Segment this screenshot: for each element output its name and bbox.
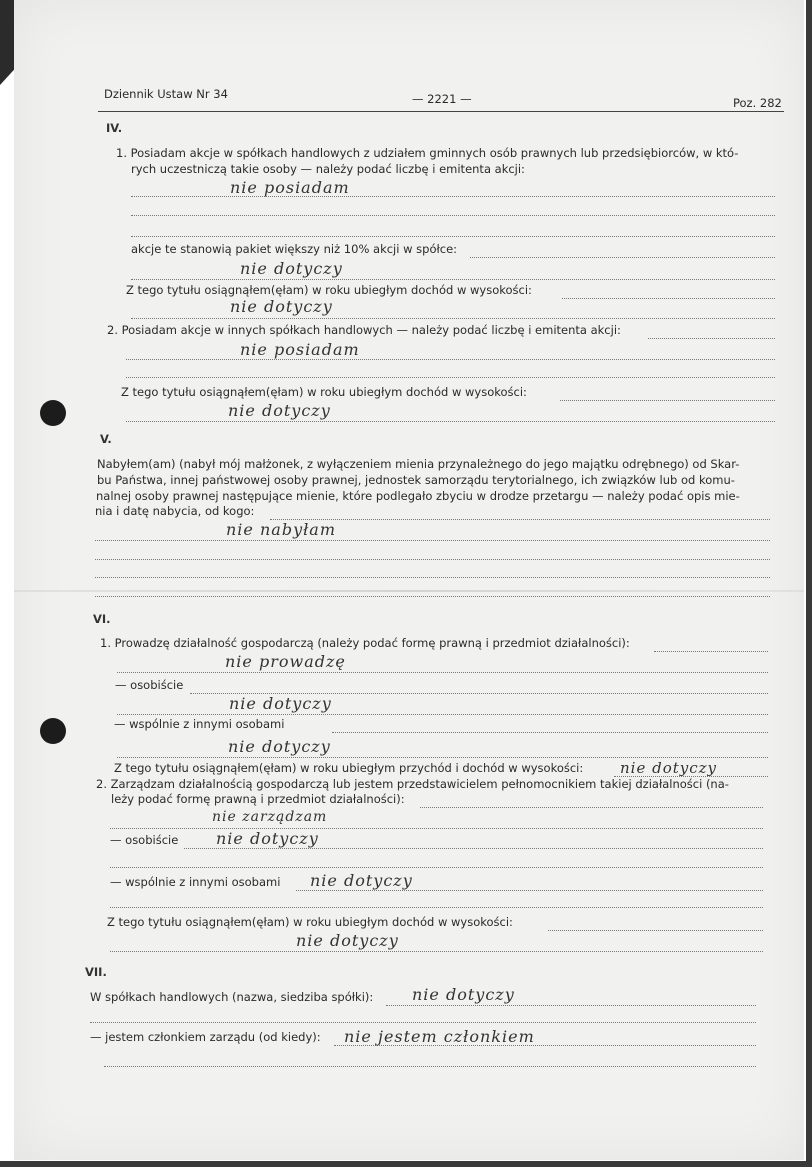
iv-pakiet-label-line (470, 257, 775, 258)
vi-q1-label: 1. Prowadzę działalność gospodarczą (należy podać formę prawną i przedmiot działalności): (100, 636, 630, 650)
iv-q2-label-line (648, 338, 775, 339)
section-vii-title: VII. (85, 965, 107, 979)
iv-q1-line1: 1. Posiadam akcje w spółkach handlowych z udziałem gminnych osób prawnych lub przedsiębiorców, w któ- (116, 146, 739, 160)
vi-wspolnie-label: — wspólnie z innymi osobami (114, 717, 285, 731)
vi-q1-label-line (654, 651, 768, 652)
vii-spolki-answer: nie dotyczy (412, 985, 515, 1004)
v-line1: Nabyłem(am) (nabył mój małżonek, z wyłączeniem mienia przynależnego do jego majątku odrębnego) od Skar- (97, 457, 740, 471)
section-v-title: V. (100, 432, 112, 446)
vi-wspolnie2-blank-line (110, 907, 763, 908)
scan-edge-right (806, 0, 812, 1167)
v-blank-line-2 (95, 577, 770, 578)
iv-q2-blank-line (126, 377, 775, 378)
iv-dochod2-answer-line (126, 421, 775, 422)
v-line2: bu Państwa, innej państwowej osoby prawnej, jednostek samorządu terytorialnego, ich związków lub od komu- (97, 473, 735, 487)
iv-pakiet-answer-line (131, 279, 775, 280)
vi-osobiscie-label: — osobiście (115, 678, 184, 692)
page-number: — 2221 — (412, 92, 472, 106)
punch-hole-top (40, 400, 66, 426)
vi-dochod-answer: nie dotyczy (296, 931, 399, 950)
v-label-line (270, 519, 770, 520)
vi-osobiscie-answer-line (117, 714, 768, 715)
iv-dochod2-label: Z tego tytułu osiągnąłem(ęłam) w roku ubiegłym dochód w wysokości: (121, 385, 527, 399)
v-answer: nie nabyłam (226, 520, 336, 539)
punch-hole-bottom (40, 718, 66, 744)
vii-zarzad-answer: nie jestem członkiem (344, 1027, 535, 1046)
scan-edge-bottom (0, 1161, 812, 1167)
iv-q2-answer: nie posiadam (240, 340, 360, 359)
v-answer-line (95, 540, 770, 541)
iv-q1-blank-line-2 (131, 236, 775, 237)
iv-pakiet-answer: nie dotyczy (240, 259, 343, 278)
vii-zarzad-label: — jestem członkiem zarządu (od kiedy): (90, 1030, 321, 1044)
vi-przychod-answer: nie dotyczy (620, 759, 718, 777)
iv-q1-blank-line-1 (131, 215, 775, 216)
vi-q2-label-line (420, 807, 763, 808)
vi-wspolnie2-label-line (296, 890, 763, 891)
vii-zarzad-blank-line (104, 1066, 756, 1067)
iv-q2-label: 2. Posiadam akcje w innych spółkach handlowych — należy podać liczbę i emitenta akcji: (107, 323, 621, 337)
vi-wspolnie-answer: nie dotyczy (228, 737, 331, 756)
vi-q1-answer-line (117, 672, 768, 673)
vi-q2-answer: nie zarządzam (212, 809, 328, 825)
v-line3: nalnej osoby prawnej następujące mienie, które podlegało zbyciu w drodze przetargu — należy podać opis mie- (96, 489, 740, 503)
vi-q2-line1: 2. Zarządzam działalnością gospodarczą lub jestem przedstawicielem pełnomocnikiem takiej działalności (na- (96, 777, 729, 791)
vi-wspolnie-label-line (332, 732, 768, 733)
vii-spolki-label-line (386, 1005, 756, 1006)
vi-dochod-label: Z tego tytułu osiągnąłem(ęłam) w roku ubiegłym dochód w wysokości: (107, 915, 513, 929)
iv-q1-line2: rych uczestniczą takie osoby — należy podać liczbę i emitenta akcji: (131, 162, 525, 176)
vi-wspolnie-answer-line (117, 757, 768, 758)
iv-q1-answer: nie posiadam (230, 178, 350, 197)
vii-spolki-blank-line (90, 1022, 756, 1023)
vi-q1-answer: nie prowadzę (225, 652, 346, 671)
iv-dochod1-answer: nie dotyczy (230, 297, 333, 316)
vi-dochod-label-line (548, 930, 763, 931)
v-blank-line-3 (95, 596, 770, 597)
iv-dochod1-label: Z tego tytułu osiągnąłem(ęłam) w roku ubiegłym dochód w wysokości: (126, 283, 532, 297)
page-fold (14, 590, 804, 592)
iv-dochod1-label-line (562, 298, 775, 299)
iv-dochod1-answer-line (131, 318, 775, 319)
vi-przychod-label: Z tego tytułu osiągnąłem(ęłam) w roku ubiegłym przychód i dochód w wysokości: (114, 761, 584, 775)
iv-q2-answer-line (126, 359, 775, 360)
vi-osobiscie2-blank-line (110, 867, 763, 868)
iv-dochod2-label-line (560, 400, 775, 401)
vi-osobiscie2-answer: nie dotyczy (216, 829, 319, 848)
section-vi-title: VI. (93, 612, 111, 626)
vi-q2-line2: leży podać formę prawną i przedmiot działalności): (111, 792, 405, 806)
vi-osobiscie2-label-line (184, 848, 763, 849)
journal-title: Dziennik Ustaw Nr 34 (104, 87, 228, 101)
position-number: Poz. 282 (733, 96, 782, 110)
vi-osobiscie2-label: — osobiście (110, 833, 179, 847)
iv-q1-answer-line (131, 196, 775, 197)
v-blank-line-1 (95, 559, 770, 560)
iv-dochod2-answer: nie dotyczy (228, 401, 331, 420)
vi-wspolnie2-label: — wspólnie z innymi osobami (110, 875, 281, 889)
iv-pakiet-label: akcje te stanowią pakiet większy niż 10% akcji w spółce: (131, 242, 458, 256)
header-rule (98, 111, 784, 112)
section-iv-title: IV. (106, 121, 123, 135)
vi-dochod-answer-line (110, 951, 763, 952)
vii-spolki-label: W spółkach handlowych (nazwa, siedziba spółki): (90, 990, 374, 1004)
vi-q2-answer-line (110, 828, 763, 829)
vi-osobiscie-answer: nie dotyczy (229, 694, 332, 713)
v-line4: nia i datę nabycia, od kogo: (95, 504, 255, 518)
vi-wspolnie2-answer: nie dotyczy (310, 871, 413, 890)
